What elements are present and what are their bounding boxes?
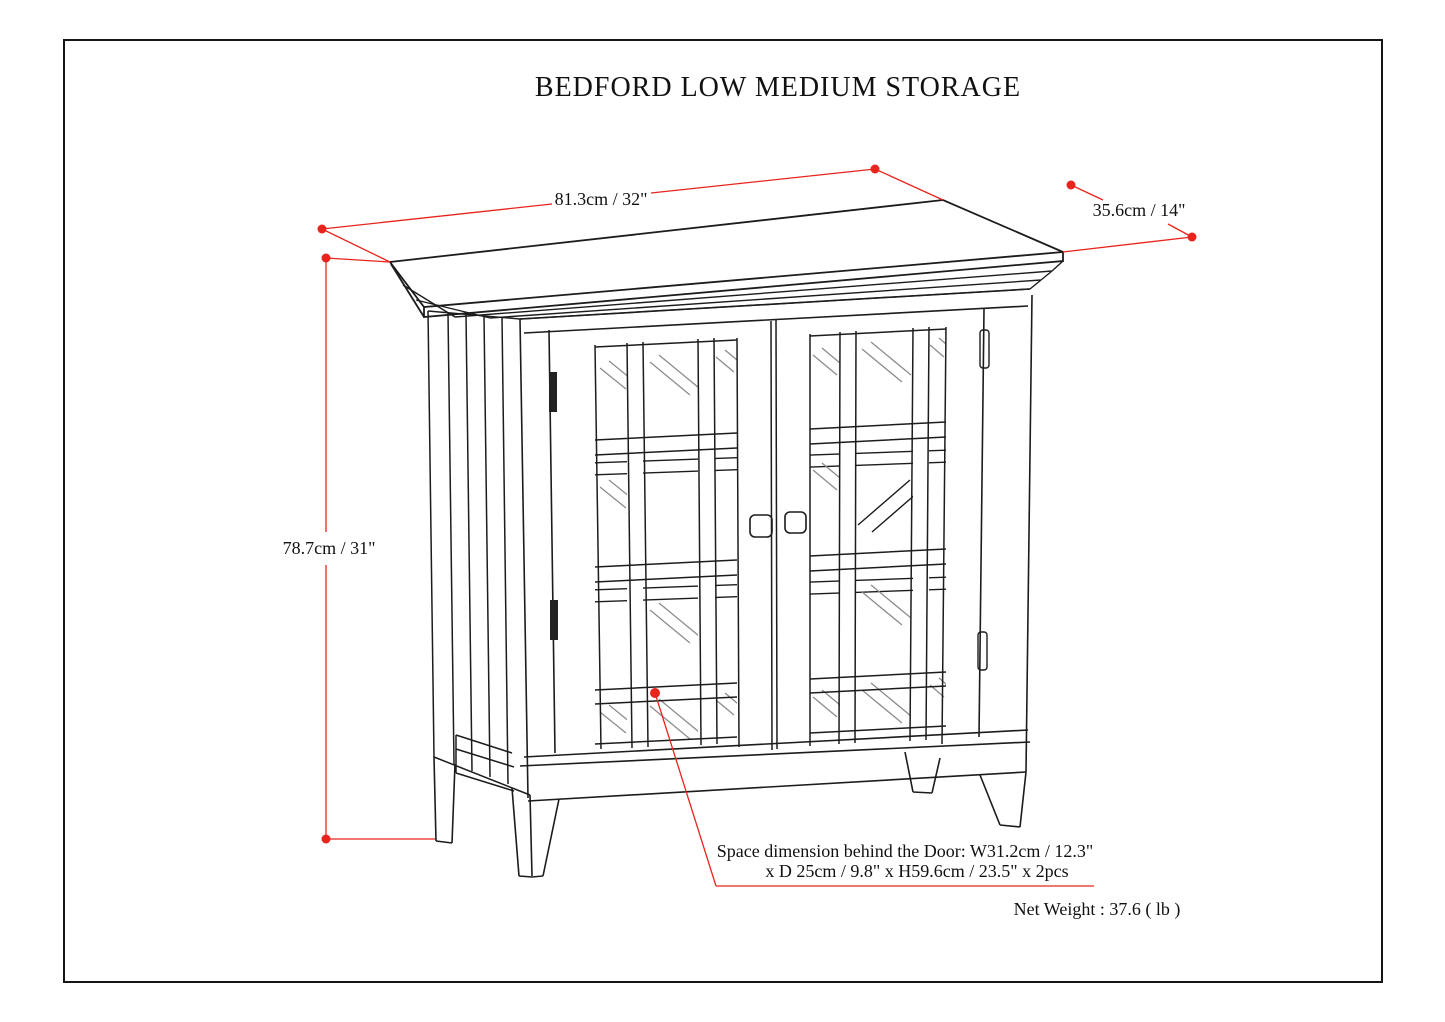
dimension-dot: [322, 254, 331, 263]
right-door: [776, 320, 946, 749]
stretcher-rail: [456, 735, 514, 791]
dimension-dot: [322, 835, 331, 844]
door-space-note-line2: x D 25cm / 9.8" x H59.6cm / 23.5" x 2pcs: [765, 861, 1069, 881]
left-hinge-top: [549, 372, 557, 412]
left-side-panel: [428, 311, 530, 795]
dimension-dot: [1188, 233, 1197, 242]
left-hinge-bottom: [550, 600, 558, 640]
dimension-dot: [318, 225, 327, 234]
width-dimension: [318, 165, 944, 263]
depth-dimension-label: 35.6cm / 14": [1092, 200, 1186, 220]
hinges: [549, 330, 989, 670]
top-slab: [390, 200, 1063, 317]
height-dimension-label: 78.7cm / 31": [282, 538, 376, 558]
width-dimension-label: 81.3cm / 32": [554, 189, 648, 209]
leader-dot: [650, 688, 660, 698]
net-weight-label: Net Weight : 37.6 ( lb ): [1013, 899, 1181, 919]
diagram-title: BEDFORD LOW MEDIUM STORAGE: [534, 72, 1022, 103]
dimension-dot: [871, 165, 880, 174]
right-hinge-top: [980, 330, 989, 368]
cabinet-drawing: [390, 200, 1063, 877]
door-space-note-line1: Space dimension behind the Door: W31.2cm / 12.3": [716, 841, 1094, 861]
dimension-dot: [1067, 181, 1076, 190]
door-knobs: [750, 512, 806, 537]
